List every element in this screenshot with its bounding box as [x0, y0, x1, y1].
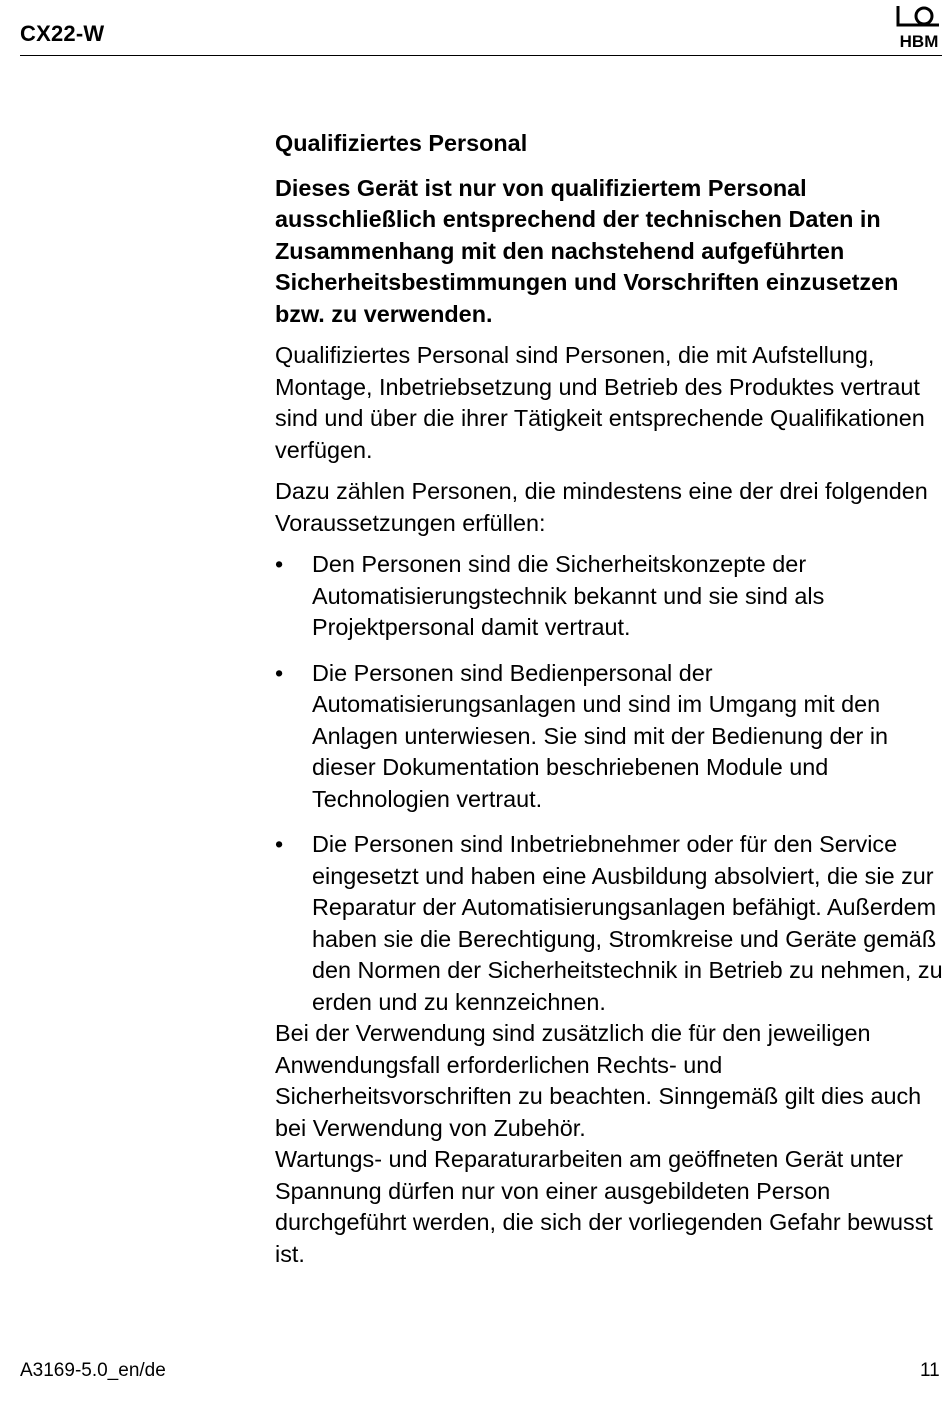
- list-item: [275, 549, 947, 644]
- warning-lead-paragraph: Dieses Gerät ist nur von qualifiziertem Personal ausschließlich entsprechend der technischen Daten in Zusammenhang mit den nachstehend aufgeführten Sicherheitsbestimmungen und Vorschriften einzusetzen bzw. zu verwenden.: [275, 174, 899, 327]
- hbm-logo-text: HBM: [899, 32, 939, 50]
- hbm-logo: [895, 4, 943, 50]
- paragraph-maintenance: Wartungs- und Reparaturarbeiten am geöffneten Gerät unter Spannung dürfen nur von einer ausgebildeten Person durchgeführt werden, die sich der vorliegenden Gefahr bewusst ist.: [275, 1146, 933, 1267]
- bullet-icon: •: [275, 659, 284, 686]
- document-number: A3169-5.0_en/de: [20, 1360, 166, 1381]
- list-item: [275, 829, 947, 1018]
- header-divider: [20, 55, 942, 56]
- requirements-list: [275, 549, 947, 1018]
- list-item-text: Die Personen sind Inbetriebnehmer oder für den Service eingesetzt und haben eine Ausbildung absolviert, die sie zur Reparatur der Automatisierungsanlagen befähigt. Außerdem haben sie die Berechtigung, Stromkreise und Geräte gemäß den Normen der Sicherheitstechnik in Betrieb zu nehmen, zu erden und zu kennzeichnen.: [312, 831, 943, 1015]
- list-item-text: Die Personen sind Bedienpersonal der Automatisierungsanlagen und sind im Umgang mit den Anlagen unterwiesen. Sie sind mit der Bedienung der in dieser Dokumentation beschriebenen Module und Technologien vertraut.: [312, 659, 889, 812]
- bullet-icon: •: [275, 551, 284, 577]
- main-content: [275, 128, 947, 1270]
- list-item: [275, 658, 947, 816]
- paragraph-requirements-intro: Dazu zählen Personen, die mindestens eine der drei folgenden Voraussetzungen erfüllen:: [275, 478, 928, 536]
- paragraph-legal-requirements: Bei der Verwendung sind zusätzlich die für den jeweiligen Anwendungsfall erforderlichen Rechts- und Sicherheitsvorschriften zu beachten. Sinngemäß gilt dies auch bei Verwendung von Zubehör.: [275, 1020, 922, 1141]
- bullet-icon: •: [275, 831, 284, 857]
- document-title: CX22-W: [20, 21, 105, 46]
- paragraph-definition: Qualifiziertes Personal sind Personen, die mit Aufstellung, Montage, Inbetriebsetzung und Betrieb des Produktes vertraut sind und über die ihrer Tätigkeit entsprechende Qualifikationen verfügen.: [275, 342, 925, 463]
- section-title: Qualifiziertes Personal: [275, 130, 528, 156]
- page-number: 11: [920, 1360, 940, 1381]
- list-item-text: Den Personen sind die Sicherheitskonzepte der Automatisierungstechnik bekannt und sie sind als Projektpersonal damit vertraut.: [312, 551, 825, 640]
